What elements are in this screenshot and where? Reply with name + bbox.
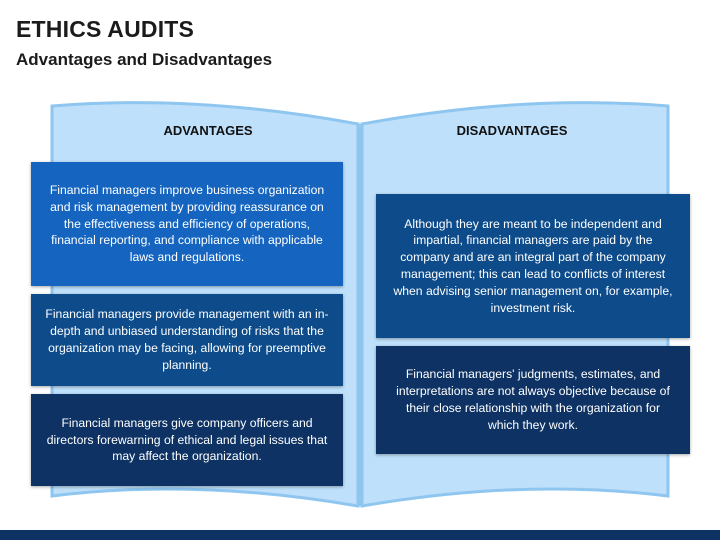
advantages-heading: ADVANTAGES: [163, 123, 253, 138]
page-subtitle: Advantages and Disadvantages: [16, 50, 273, 69]
footer-bar: [0, 530, 720, 540]
disadvantage-card-2: [376, 346, 690, 454]
page-title: ETHICS AUDITS: [16, 16, 195, 42]
disadvantage-card-1: [376, 194, 690, 338]
advantage-text-3: Financial managers give company officers and directors forewarning of ethical and legal issues that may affect the organization.: [46, 415, 328, 464]
advantage-text-1: Financial managers improve business organization and risk management by providing reassurance on the effectiveness and efficiency of operations, financial reporting, and compliance with applicable laws and regulations.: [49, 182, 325, 265]
disadvantages-heading: DISADVANTAGES: [456, 123, 568, 138]
advantage-card-3: [31, 394, 343, 486]
advantage-card-2: [31, 294, 343, 386]
advantage-card-1: [31, 162, 343, 286]
disadvantage-text-2: Financial managers' judgments, estimates, and interpretations are not always objective because of their close relationship with the organization for which they work.: [396, 367, 670, 432]
disadvantage-text-1: Although they are meant to be independent and impartial, financial managers are paid by the company and are an integral part of the company management; this can lead to conflicts of interest when advising senior management on, for example, investment risk.: [393, 216, 673, 315]
advantage-text-2: Financial managers provide management with an in-depth and unbiased understanding of risks that the organization may be facing, allowing for preemptive planning.: [45, 307, 329, 372]
